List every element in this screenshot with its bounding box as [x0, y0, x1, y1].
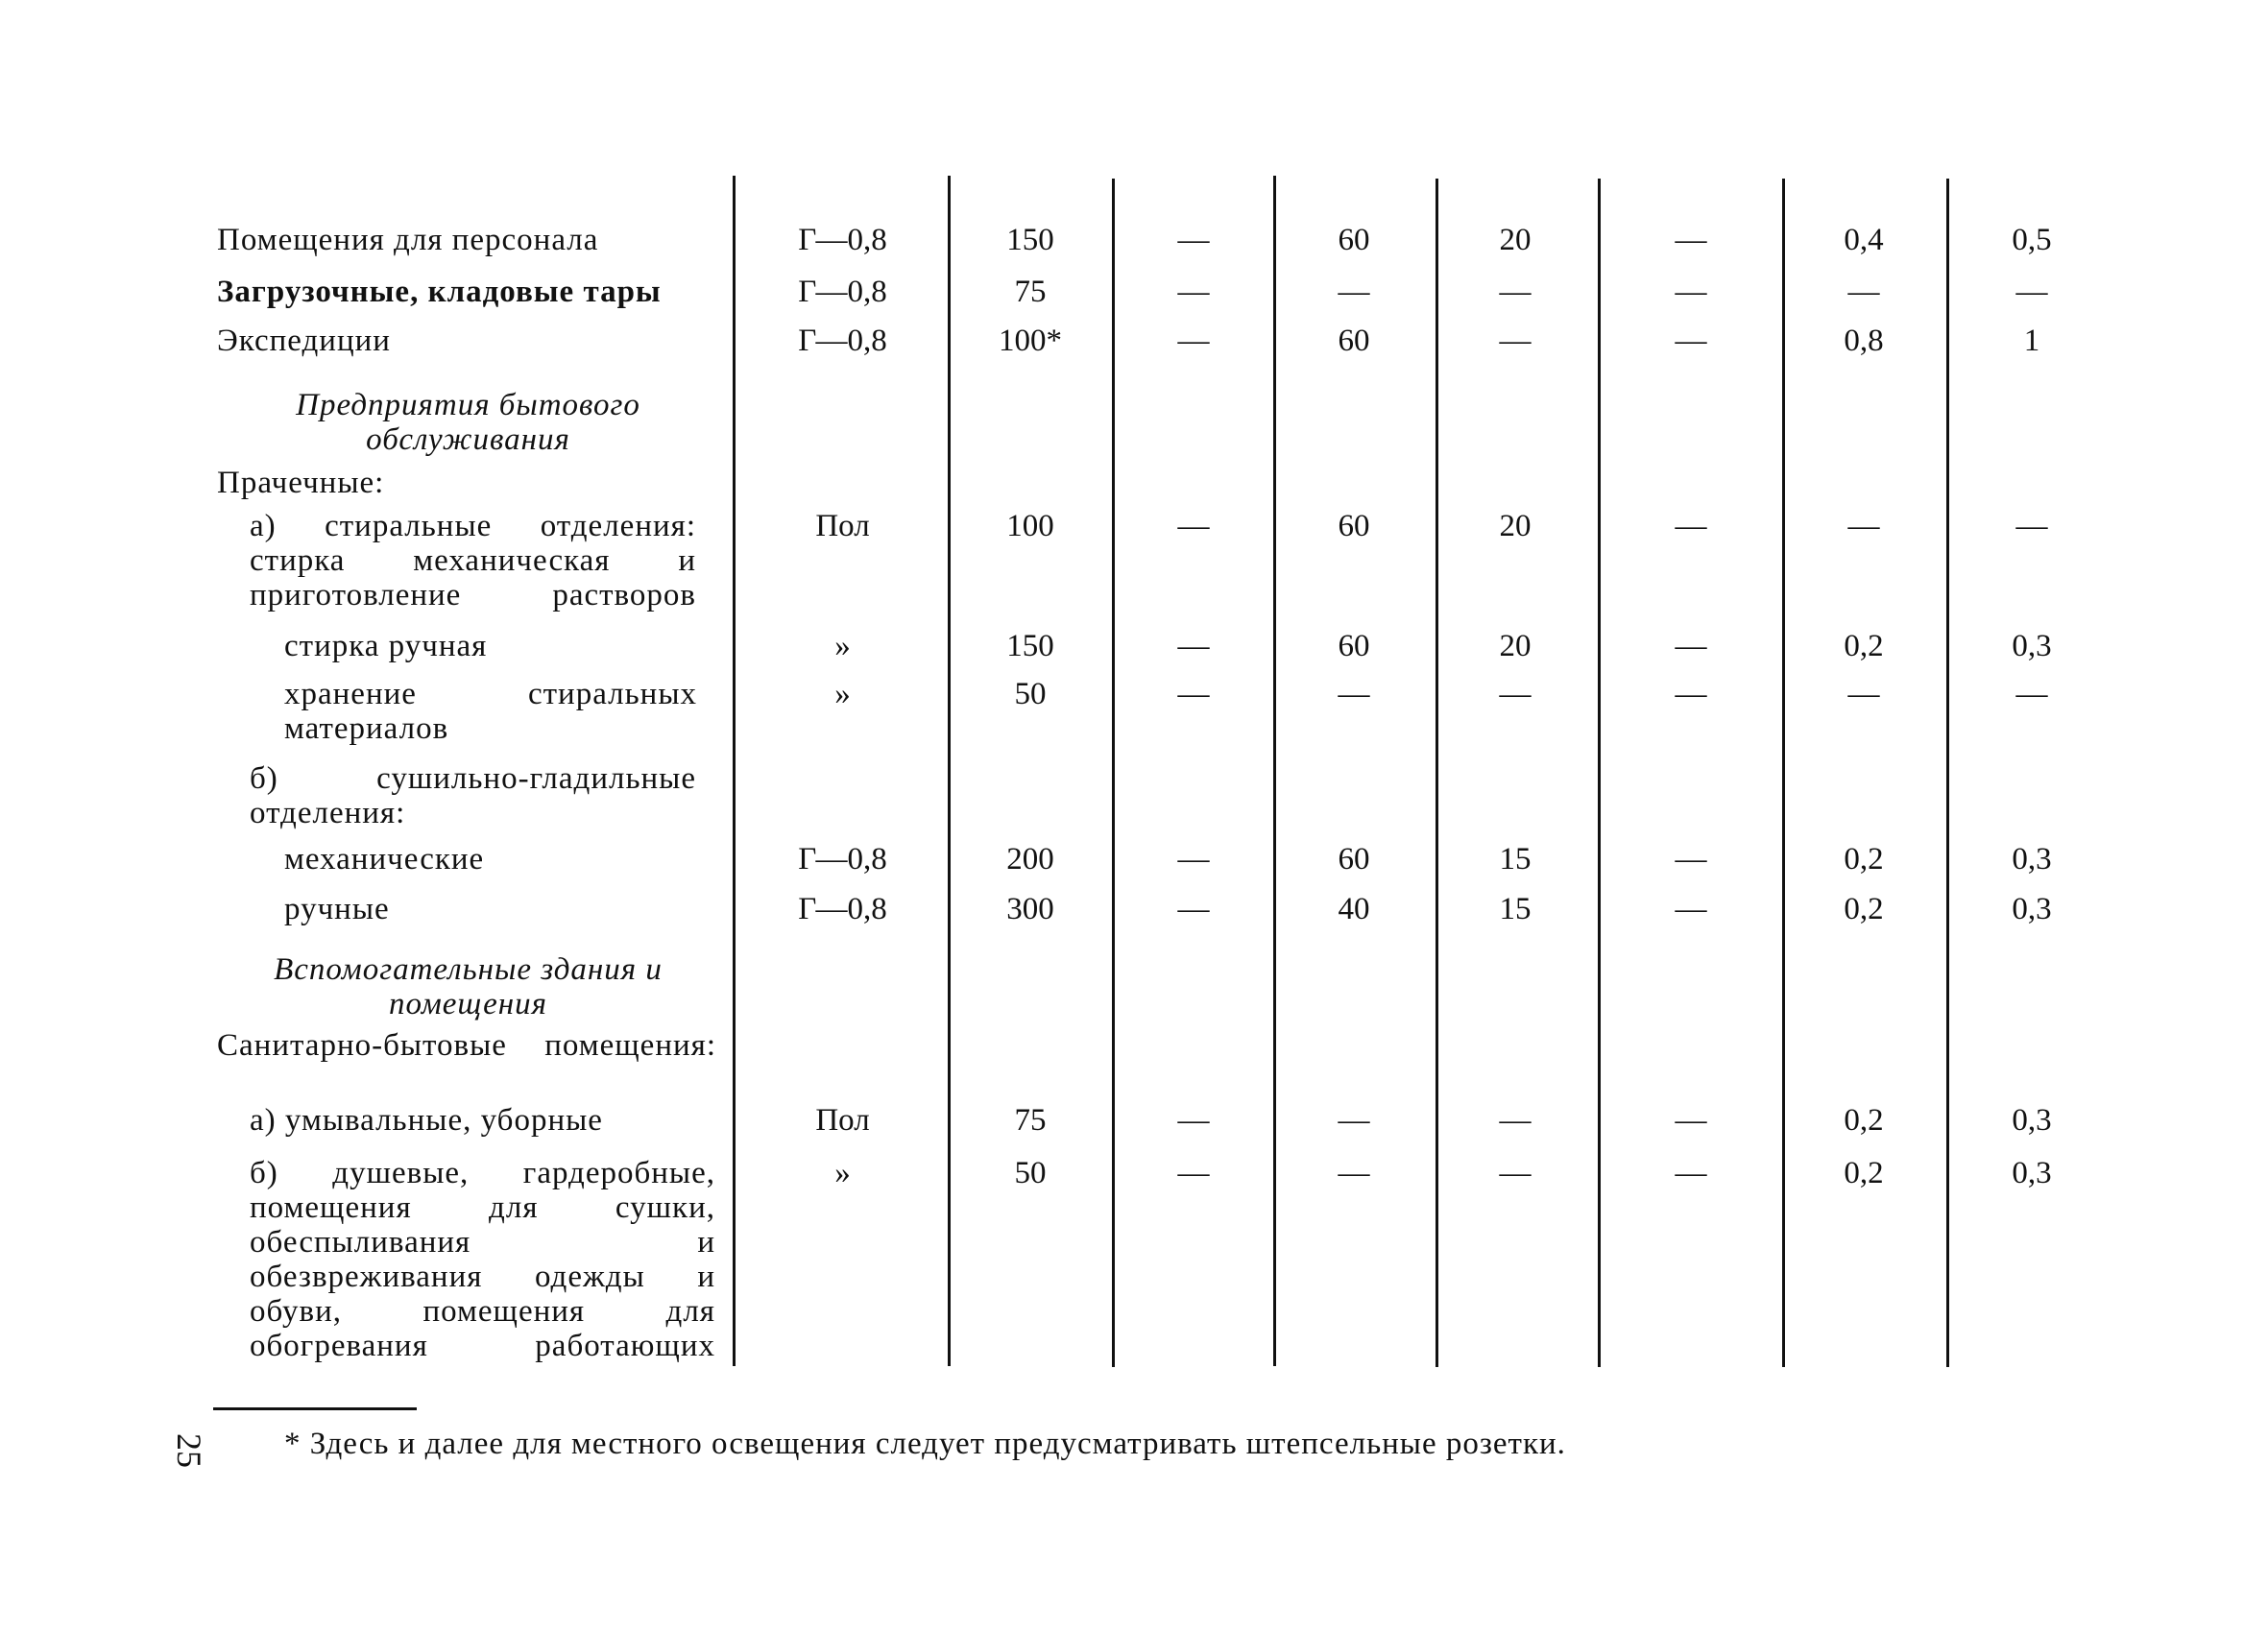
- cell-lamp: Г—0,8: [798, 892, 887, 926]
- cell-value: —: [1675, 1103, 1707, 1138]
- row-label: хранение стиральных материалов: [284, 677, 697, 746]
- cell-value: —: [1499, 1156, 1532, 1190]
- row-label: ручные: [284, 892, 390, 926]
- section-heading: Предприятия бытового обслуживания: [296, 388, 640, 457]
- cell-value: 15: [1499, 892, 1532, 926]
- cell-value: —: [1847, 677, 1880, 711]
- cell-value: —: [2015, 677, 2048, 711]
- cell-value: —: [1499, 324, 1532, 358]
- cell-value: 0,3: [2012, 1103, 2052, 1138]
- column-rule: [1112, 179, 1115, 1367]
- cell-value: —: [1177, 677, 1210, 711]
- cell-value: 40: [1338, 892, 1370, 926]
- group-label: Санитарно-бытовые помещения:: [217, 1028, 716, 1063]
- cell-value: 60: [1338, 629, 1370, 663]
- cell-value: 60: [1338, 842, 1370, 877]
- cell-lamp: Пол: [815, 1103, 870, 1138]
- cell-value: 15: [1499, 842, 1532, 877]
- column-rule: [948, 176, 951, 1366]
- cell-value: —: [1847, 275, 1880, 309]
- cell-value: —: [1675, 892, 1707, 926]
- row-label: а) умывальные, уборные: [250, 1103, 603, 1138]
- cell-value: 20: [1499, 509, 1532, 543]
- row-label: Загрузочные, кладовые тары: [217, 275, 662, 309]
- cell-value: 20: [1499, 223, 1532, 257]
- row-label: Помещения для персонала: [217, 223, 599, 257]
- cell-value: —: [1499, 275, 1532, 309]
- cell-value: —: [1499, 1103, 1532, 1138]
- cell-value: 1: [2023, 324, 2040, 358]
- cell-value: —: [1675, 324, 1707, 358]
- cell-lamp: Г—0,8: [798, 324, 887, 358]
- cell-value: 0,2: [1844, 1103, 1884, 1138]
- cell-value: —: [1338, 1103, 1370, 1138]
- page-number: 25: [170, 1433, 208, 1468]
- cell-value: 0,8: [1844, 324, 1884, 358]
- cell-value: —: [1338, 677, 1370, 711]
- cell-value: 0,2: [1844, 1156, 1884, 1190]
- cell-value: —: [1338, 275, 1370, 309]
- cell-value: —: [1177, 892, 1210, 926]
- cell-value: —: [1177, 629, 1210, 663]
- cell-lamp: »: [834, 629, 851, 663]
- cell-value: 0,2: [1844, 892, 1884, 926]
- cell-value: 50: [1014, 677, 1047, 711]
- cell-value: —: [1177, 324, 1210, 358]
- footnote-rule: [213, 1407, 417, 1410]
- cell-value: 0,2: [1844, 842, 1884, 877]
- cell-value: 20: [1499, 629, 1532, 663]
- cell-value: 50: [1014, 1156, 1047, 1190]
- cell-value: 75: [1014, 275, 1047, 309]
- cell-value: —: [1847, 509, 1880, 543]
- cell-value: 60: [1338, 324, 1370, 358]
- cell-value: 60: [1338, 223, 1370, 257]
- cell-value: 100: [1006, 509, 1054, 543]
- cell-lamp: »: [834, 677, 851, 711]
- cell-value: —: [1177, 842, 1210, 877]
- column-rule: [733, 176, 736, 1366]
- cell-lamp: Г—0,8: [798, 275, 887, 309]
- cell-value: —: [1675, 509, 1707, 543]
- column-rule: [1782, 179, 1785, 1367]
- row-label: Экспедиции: [217, 324, 391, 358]
- cell-value: 0,2: [1844, 629, 1884, 663]
- cell-value: —: [1499, 677, 1532, 711]
- cell-lamp: Пол: [815, 509, 870, 543]
- group-label: б) сушильно-гладильные отделения:: [250, 761, 696, 830]
- cell-value: —: [2015, 275, 2048, 309]
- row-label: б) душевые, гардеробные, помещения для сушки, обеспыливания и обезвреживания одежды и обуви, помещения для обогревания работающих: [250, 1156, 715, 1363]
- cell-value: —: [1675, 275, 1707, 309]
- cell-value: —: [1177, 509, 1210, 543]
- cell-value: 0,5: [2012, 223, 2052, 257]
- row-label: механические: [284, 842, 485, 877]
- cell-value: 150: [1006, 223, 1054, 257]
- cell-value: —: [1675, 842, 1707, 877]
- cell-value: —: [1177, 275, 1210, 309]
- cell-value: —: [1675, 629, 1707, 663]
- cell-value: —: [1675, 677, 1707, 711]
- cell-lamp: Г—0,8: [798, 223, 887, 257]
- cell-value: —: [1675, 1156, 1707, 1190]
- cell-value: 150: [1006, 629, 1054, 663]
- cell-value: 0,3: [2012, 629, 2052, 663]
- cell-value: 100*: [999, 324, 1062, 358]
- cell-value: 0,4: [1844, 223, 1884, 257]
- cell-value: 0,3: [2012, 1156, 2052, 1190]
- cell-value: —: [1177, 223, 1210, 257]
- column-rule: [1273, 176, 1276, 1366]
- group-label: Прачечные:: [217, 466, 385, 500]
- cell-value: —: [1338, 1156, 1370, 1190]
- cell-value: 0,3: [2012, 892, 2052, 926]
- row-label: стирка ручная: [284, 629, 488, 663]
- cell-value: —: [2015, 509, 2048, 543]
- cell-value: 0,3: [2012, 842, 2052, 877]
- cell-value: —: [1177, 1103, 1210, 1138]
- cell-value: 60: [1338, 509, 1370, 543]
- cell-value: 200: [1006, 842, 1054, 877]
- cell-lamp: »: [834, 1156, 851, 1190]
- section-heading: Вспомогательные здания и помещения: [274, 952, 663, 1021]
- cell-value: —: [1177, 1156, 1210, 1190]
- column-rule: [1598, 179, 1601, 1367]
- cell-value: 300: [1006, 892, 1054, 926]
- cell-value: 75: [1014, 1103, 1047, 1138]
- footnote: * Здесь и далее для местного освещения следует предусматривать штепсельные розетки.: [284, 1427, 1566, 1461]
- cell-value: —: [1675, 223, 1707, 257]
- cell-lamp: Г—0,8: [798, 842, 887, 877]
- row-label: а) стиральные отделения: стирка механическая и приготовление растворов: [250, 509, 696, 612]
